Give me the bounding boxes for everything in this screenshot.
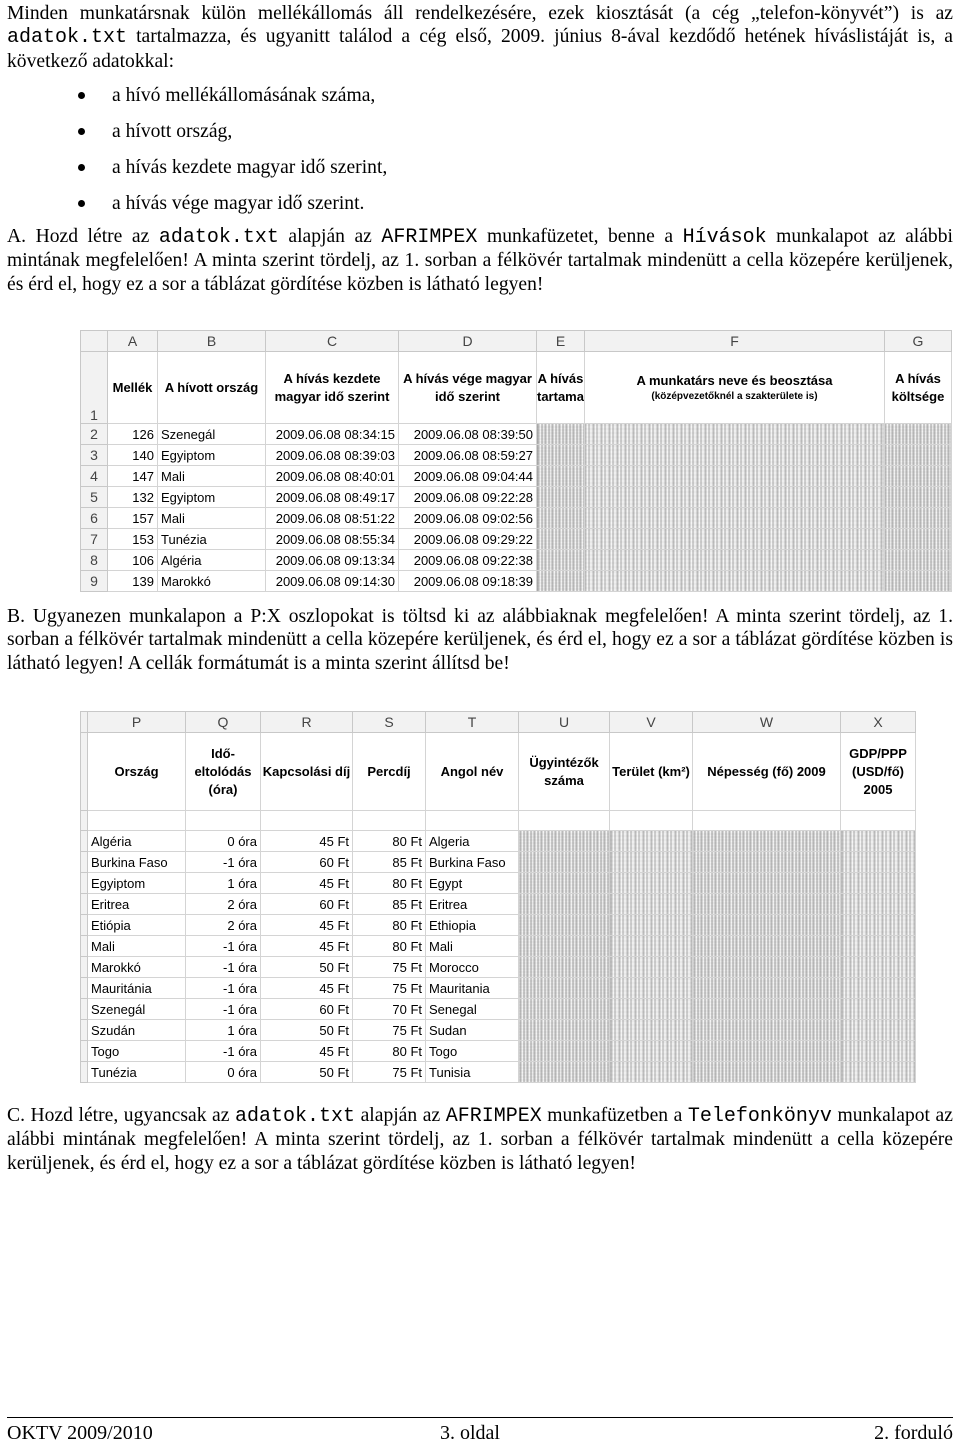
- cell-redacted[interactable]: [841, 1062, 916, 1083]
- row-header[interactable]: 9: [81, 571, 108, 592]
- cell-redacted[interactable]: [610, 873, 693, 894]
- column-header[interactable]: A: [108, 331, 158, 352]
- column-header[interactable]: Q: [186, 712, 261, 733]
- intro-text-2: tartalmazza, és ugyanitt találod a cég első, 2009. június 8-ával kezdődő hetének híváslistáját is, a következő adatokkal:: [7, 26, 953, 72]
- cell-redacted[interactable]: [884, 550, 951, 571]
- header-cell[interactable]: Ország: [88, 733, 186, 811]
- row-header: [81, 852, 88, 873]
- table-row: [81, 957, 916, 978]
- cell-time-offset[interactable]: 1 óra: [186, 873, 261, 894]
- cell-call-start[interactable]: 2009.06.08 09:14:30: [266, 571, 399, 592]
- cell-redacted[interactable]: [841, 894, 916, 915]
- select-all-corner[interactable]: [81, 331, 108, 352]
- header-cell[interactable]: Percdíj: [353, 733, 426, 811]
- cell-time-offset[interactable]: 0 óra: [186, 1062, 261, 1083]
- header-cell[interactable]: A hívott ország: [158, 352, 266, 424]
- cell-redacted[interactable]: [537, 445, 585, 466]
- cell-connection-fee[interactable]: 60 Ft: [261, 999, 353, 1020]
- cell-redacted[interactable]: [519, 1041, 610, 1062]
- cell-redacted[interactable]: [841, 873, 916, 894]
- cell-redacted[interactable]: [884, 529, 951, 550]
- list-item: a hívott ország,: [0, 116, 387, 152]
- cell-redacted[interactable]: [584, 529, 884, 550]
- task-a-workbook: AFRIMPEX: [381, 226, 478, 249]
- task-a-paragraph: A. Hozd létre az adatok.txt alapján az AFRIMPEX munkafüzetet, benne a Hívások munkalapot az alábbi mintának megfelelően! A minta szerint tördelj, az 1. sorban a félkövér tartalmak mindenütt a cella közepére kerüljenek, és érd el, hogy ez a sor a táblázat gördítése közben is látható legyen!: [7, 226, 953, 295]
- header-row: [81, 733, 916, 811]
- cell-time-offset[interactable]: -1 óra: [186, 936, 261, 957]
- cell-country[interactable]: Tunézia: [158, 529, 266, 550]
- row-header[interactable]: 3: [81, 445, 108, 466]
- cell-call-end[interactable]: 2009.06.08 09:22:38: [399, 550, 537, 571]
- cell-country[interactable]: Mali: [158, 466, 266, 487]
- cell-redacted[interactable]: [519, 915, 610, 936]
- table-row: [81, 445, 952, 466]
- cell-redacted[interactable]: [519, 1020, 610, 1041]
- cell-extension[interactable]: 106: [108, 550, 158, 571]
- table-row: [81, 1062, 916, 1083]
- cell-country[interactable]: Algéria: [88, 831, 186, 852]
- cell-extension[interactable]: 139: [108, 571, 158, 592]
- cell-per-minute-fee[interactable]: 85 Ft: [353, 894, 426, 915]
- cell-per-minute-fee[interactable]: 70 Ft: [353, 999, 426, 1020]
- header-cell[interactable]: A hívás vége magyar idő szerint: [399, 352, 537, 424]
- cell-call-start[interactable]: 2009.06.08 08:39:03: [266, 445, 399, 466]
- cell-redacted[interactable]: [584, 424, 884, 445]
- column-header-row: [81, 331, 952, 352]
- cell-extension[interactable]: 140: [108, 445, 158, 466]
- cell-redacted[interactable]: [841, 936, 916, 957]
- cell-country[interactable]: Egyiptom: [88, 873, 186, 894]
- row-header[interactable]: 7: [81, 529, 108, 550]
- cell-redacted[interactable]: [610, 831, 693, 852]
- table-row: [81, 915, 916, 936]
- cell-english-name[interactable]: Mauritania: [426, 978, 519, 999]
- header-cell[interactable]: Terület (km²): [610, 733, 693, 811]
- row-header[interactable]: 5: [81, 487, 108, 508]
- cell-per-minute-fee[interactable]: 80 Ft: [353, 915, 426, 936]
- column-header[interactable]: X: [841, 712, 916, 733]
- table-row: [81, 999, 916, 1020]
- row-header: [81, 733, 88, 811]
- header-cell[interactable]: A hívás költsége: [884, 352, 951, 424]
- cell-per-minute-fee[interactable]: 80 Ft: [353, 831, 426, 852]
- cell-english-name[interactable]: Eritrea: [426, 894, 519, 915]
- cell-redacted[interactable]: [841, 915, 916, 936]
- task-c-sheet: Telefonkönyv: [687, 1105, 832, 1128]
- cell-english-name[interactable]: Tunisia: [426, 1062, 519, 1083]
- task-c-paragraph: C. Hozd létre, ugyancsak az adatok.txt alapján az AFRIMPEX munkafüzetben a Telefonkönyv munkalapot az alábbi mintának megfelelően! A minta szerint tördelj, az 1. sorban a félkövér tartalmak mindenütt a cella közepére kerüljenek, és érd el, hogy ez a sor a táblázat gördítése közben is látható legyen!: [7, 1105, 953, 1174]
- cell-call-start[interactable]: 2009.06.08 09:13:34: [266, 550, 399, 571]
- cell-connection-fee[interactable]: 50 Ft: [261, 1020, 353, 1041]
- cell-redacted[interactable]: [610, 957, 693, 978]
- table-row: [81, 424, 952, 445]
- column-header-row: [81, 712, 916, 733]
- cell-redacted[interactable]: [519, 894, 610, 915]
- column-header[interactable]: U: [519, 712, 610, 733]
- cell-per-minute-fee[interactable]: 75 Ft: [353, 957, 426, 978]
- cell-country[interactable]: Burkina Faso: [88, 852, 186, 873]
- cell-redacted[interactable]: [693, 852, 841, 873]
- intro-paragraph: [7, 2, 953, 73]
- cell-extension[interactable]: 157: [108, 508, 158, 529]
- cell-country[interactable]: Szenegál: [88, 999, 186, 1020]
- cell-redacted[interactable]: [610, 1020, 693, 1041]
- bullet-icon: [78, 92, 85, 99]
- cell-redacted[interactable]: [584, 550, 884, 571]
- table-row: [81, 571, 952, 592]
- row-header-strip: [81, 712, 88, 733]
- cell-redacted[interactable]: [519, 873, 610, 894]
- cell-time-offset[interactable]: -1 óra: [186, 852, 261, 873]
- cell-redacted[interactable]: [610, 999, 693, 1020]
- list-item: a hívás kezdete magyar idő szerint,: [0, 152, 387, 188]
- cell-redacted[interactable]: [519, 978, 610, 999]
- cell-country[interactable]: Mali: [158, 508, 266, 529]
- cell-english-name[interactable]: Morocco: [426, 957, 519, 978]
- cell-country[interactable]: Algéria: [158, 550, 266, 571]
- table-row: [81, 831, 916, 852]
- cell-redacted[interactable]: [841, 852, 916, 873]
- cell-call-start[interactable]: 2009.06.08 08:40:01: [266, 466, 399, 487]
- row-header: [81, 915, 88, 936]
- cell-redacted[interactable]: [693, 915, 841, 936]
- cell-redacted[interactable]: [610, 1041, 693, 1062]
- row-header[interactable]: 8: [81, 550, 108, 571]
- cell-per-minute-fee[interactable]: 80 Ft: [353, 936, 426, 957]
- cell-connection-fee[interactable]: 45 Ft: [261, 1041, 353, 1062]
- row-header[interactable]: 2: [81, 424, 108, 445]
- cell-call-end[interactable]: 2009.06.08 09:18:39: [399, 571, 537, 592]
- footer-right: 2. forduló: [874, 1422, 953, 1444]
- cell-redacted[interactable]: [693, 873, 841, 894]
- cell-redacted[interactable]: [519, 936, 610, 957]
- cell-redacted[interactable]: [884, 487, 951, 508]
- header-cell[interactable]: Idő-eltolódás (óra): [186, 733, 261, 811]
- cell-redacted[interactable]: [693, 831, 841, 852]
- cell-time-offset[interactable]: 0 óra: [186, 831, 261, 852]
- cell-connection-fee[interactable]: 60 Ft: [261, 852, 353, 873]
- cell-per-minute-fee[interactable]: 75 Ft: [353, 1020, 426, 1041]
- cell-redacted[interactable]: [610, 1062, 693, 1083]
- cell-per-minute-fee[interactable]: 80 Ft: [353, 873, 426, 894]
- cell-call-end[interactable]: 2009.06.08 08:39:50: [399, 424, 537, 445]
- cell-redacted[interactable]: [884, 571, 951, 592]
- cell-redacted[interactable]: [841, 957, 916, 978]
- header-cell[interactable]: Angol név: [426, 733, 519, 811]
- cell-redacted[interactable]: [537, 529, 585, 550]
- row-header: [81, 873, 88, 894]
- cell-redacted[interactable]: [841, 831, 916, 852]
- cell-connection-fee[interactable]: 45 Ft: [261, 873, 353, 894]
- cell-redacted[interactable]: [610, 894, 693, 915]
- table-row: [81, 550, 952, 571]
- cell-redacted[interactable]: [584, 487, 884, 508]
- cell-redacted[interactable]: [519, 831, 610, 852]
- row-header: [81, 957, 88, 978]
- cell-country[interactable]: Egyiptom: [158, 487, 266, 508]
- table-row: [81, 852, 916, 873]
- cell-call-start[interactable]: 2009.06.08 08:51:22: [266, 508, 399, 529]
- column-header[interactable]: G: [884, 331, 951, 352]
- cell-call-end[interactable]: 2009.06.08 09:22:28: [399, 487, 537, 508]
- cell-redacted[interactable]: [584, 571, 884, 592]
- cell-redacted[interactable]: [693, 978, 841, 999]
- row-header: [81, 1020, 88, 1041]
- column-header[interactable]: B: [158, 331, 266, 352]
- cell-english-name[interactable]: Mali: [426, 936, 519, 957]
- cell-country[interactable]: Marokkó: [88, 957, 186, 978]
- table-row: [81, 978, 916, 999]
- task-b-paragraph: B. Ugyanezen munkalapon a P:X oszlopokat is töltsd ki az alábbiaknak megfelelően! A minta szerint tördelj, az 1. sorban a félkövér tartalmak mindenütt a cella közepére kerüljenek, és érd el, hogy ez a sor a táblázat gördítése közben is látható legyen! A cellák formátumát is a minta szerint állítsd be!: [7, 606, 953, 674]
- cell-redacted[interactable]: [584, 466, 884, 487]
- intro-file: adatok.txt: [7, 26, 128, 50]
- footer-page-number: 3. oldal: [440, 1422, 500, 1444]
- row-header[interactable]: 1: [81, 352, 108, 424]
- cell-redacted[interactable]: [693, 894, 841, 915]
- cell-per-minute-fee[interactable]: 80 Ft: [353, 1041, 426, 1062]
- footer-divider: [7, 1417, 953, 1418]
- cell-country[interactable]: Szenegál: [158, 424, 266, 445]
- cell-redacted[interactable]: [519, 1062, 610, 1083]
- sheet-orszagok: [80, 711, 916, 1083]
- column-header[interactable]: F: [584, 331, 884, 352]
- cell-redacted[interactable]: [584, 445, 884, 466]
- cell-call-end[interactable]: 2009.06.08 09:02:56: [399, 508, 537, 529]
- table-row: [81, 487, 952, 508]
- table-row: [81, 1041, 916, 1062]
- row-header: [81, 1062, 88, 1083]
- footer-left: OKTV 2009/2010: [7, 1422, 153, 1444]
- cell-connection-fee[interactable]: 50 Ft: [261, 1062, 353, 1083]
- cell-english-name[interactable]: Togo: [426, 1041, 519, 1062]
- cell-redacted[interactable]: [519, 852, 610, 873]
- cell-time-offset[interactable]: -1 óra: [186, 1041, 261, 1062]
- header-cell[interactable]: Ügyintézők száma: [519, 733, 610, 811]
- column-header[interactable]: W: [693, 712, 841, 733]
- cell-extension[interactable]: 126: [108, 424, 158, 445]
- row-header: [81, 936, 88, 957]
- spacer-row: [81, 811, 916, 831]
- row-header: [81, 999, 88, 1020]
- cell-call-end[interactable]: 2009.06.08 09:29:22: [399, 529, 537, 550]
- cell-redacted[interactable]: [693, 957, 841, 978]
- cell-redacted[interactable]: [693, 999, 841, 1020]
- cell-redacted[interactable]: [537, 487, 585, 508]
- cell-redacted[interactable]: [693, 1020, 841, 1041]
- header-cell[interactable]: Kapcsolási díj: [261, 733, 353, 811]
- cell-time-offset[interactable]: 2 óra: [186, 915, 261, 936]
- row-header: [81, 1041, 88, 1062]
- cell-call-start[interactable]: 2009.06.08 08:34:15: [266, 424, 399, 445]
- header-cell[interactable]: A hívás kezdete magyar idő szerint: [266, 352, 399, 424]
- header-cell[interactable]: GDP/PPP (USD/fő) 2005: [841, 733, 916, 811]
- cell-redacted[interactable]: [610, 978, 693, 999]
- cell-country[interactable]: Egyiptom: [158, 445, 266, 466]
- bullet-icon: [78, 200, 85, 207]
- column-header[interactable]: E: [537, 331, 585, 352]
- cell-redacted[interactable]: [884, 424, 951, 445]
- task-a-file: adatok.txt: [158, 226, 279, 249]
- column-header[interactable]: D: [399, 331, 537, 352]
- intro-text-1: Minden munkatársnak külön mellékállomás áll rendelkezésére, ezek kiosztását (a cég „telefon-könyvét”) is az: [7, 3, 953, 24]
- cell-english-name[interactable]: Burkina Faso: [426, 852, 519, 873]
- list-item: a hívó mellékállomásának száma,: [0, 80, 387, 116]
- bullet-icon: [78, 128, 85, 135]
- cell-connection-fee[interactable]: 50 Ft: [261, 957, 353, 978]
- task-a-sheet: Hívások: [682, 226, 767, 249]
- row-header[interactable]: 6: [81, 508, 108, 529]
- cell-english-name[interactable]: Sudan: [426, 1020, 519, 1041]
- cell-call-end[interactable]: 2009.06.08 09:04:44: [399, 466, 537, 487]
- cell-country[interactable]: Marokkó: [158, 571, 266, 592]
- header-cell[interactable]: A hívás tartama: [537, 352, 585, 424]
- cell-country[interactable]: Eritrea: [88, 894, 186, 915]
- cell-redacted[interactable]: [884, 508, 951, 529]
- cell-per-minute-fee[interactable]: 85 Ft: [353, 852, 426, 873]
- cell-redacted[interactable]: [584, 508, 884, 529]
- cell-country[interactable]: Mauritánia: [88, 978, 186, 999]
- cell-redacted[interactable]: [884, 445, 951, 466]
- cell-redacted[interactable]: [537, 424, 585, 445]
- list-item: a hívás vége magyar idő szerint.: [0, 188, 387, 224]
- column-header[interactable]: T: [426, 712, 519, 733]
- column-header[interactable]: C: [266, 331, 399, 352]
- cell-redacted[interactable]: [519, 999, 610, 1020]
- column-header[interactable]: S: [353, 712, 426, 733]
- table-row: [81, 936, 916, 957]
- cell-redacted[interactable]: [884, 466, 951, 487]
- header-cell[interactable]: Mellék: [108, 352, 158, 424]
- cell-connection-fee[interactable]: 45 Ft: [261, 915, 353, 936]
- cell-redacted[interactable]: [537, 508, 585, 529]
- cell-extension[interactable]: 153: [108, 529, 158, 550]
- cell-english-name[interactable]: Ethiopia: [426, 915, 519, 936]
- row-header: [81, 894, 88, 915]
- cell-country[interactable]: Mali: [88, 936, 186, 957]
- row-header: [81, 831, 88, 852]
- cell-connection-fee[interactable]: 45 Ft: [261, 831, 353, 852]
- table-row: [81, 894, 916, 915]
- cell-country[interactable]: Tunézia: [88, 1062, 186, 1083]
- cell-english-name[interactable]: Egypt: [426, 873, 519, 894]
- data-field-list: [0, 80, 387, 224]
- cell-redacted[interactable]: [841, 1020, 916, 1041]
- cell-english-name[interactable]: Algeria: [426, 831, 519, 852]
- cell-redacted[interactable]: [693, 1062, 841, 1083]
- cell-redacted[interactable]: [841, 999, 916, 1020]
- cell-per-minute-fee[interactable]: 75 Ft: [353, 978, 426, 999]
- cell-redacted[interactable]: [693, 1041, 841, 1062]
- cell-time-offset[interactable]: -1 óra: [186, 999, 261, 1020]
- column-header[interactable]: P: [88, 712, 186, 733]
- cell-extension[interactable]: 132: [108, 487, 158, 508]
- cell-connection-fee[interactable]: 45 Ft: [261, 936, 353, 957]
- table-row: [81, 873, 916, 894]
- table-row: [81, 508, 952, 529]
- bullet-icon: [78, 164, 85, 171]
- cell-time-offset[interactable]: -1 óra: [186, 957, 261, 978]
- row-header[interactable]: 4: [81, 466, 108, 487]
- header-cell-f[interactable]: A munkatárs neve és beosztása (középvezetőknél a szakterülete is): [584, 352, 884, 424]
- table-row: [81, 1020, 916, 1041]
- header-cell[interactable]: Népesség (fő) 2009: [693, 733, 841, 811]
- cell-time-offset[interactable]: 2 óra: [186, 894, 261, 915]
- sheet-hivasok: [80, 330, 952, 592]
- cell-redacted[interactable]: [519, 957, 610, 978]
- cell-call-start[interactable]: 2009.06.08 08:55:34: [266, 529, 399, 550]
- column-header[interactable]: V: [610, 712, 693, 733]
- cell-extension[interactable]: 147: [108, 466, 158, 487]
- task-c-workbook: AFRIMPEX: [445, 1105, 542, 1128]
- cell-call-start[interactable]: 2009.06.08 08:49:17: [266, 487, 399, 508]
- cell-redacted[interactable]: [841, 978, 916, 999]
- cell-country[interactable]: Etiópia: [88, 915, 186, 936]
- cell-redacted[interactable]: [537, 550, 585, 571]
- column-header[interactable]: R: [261, 712, 353, 733]
- cell-redacted[interactable]: [610, 852, 693, 873]
- cell-redacted[interactable]: [537, 571, 585, 592]
- table-row: [81, 466, 952, 487]
- cell-country[interactable]: Szudán: [88, 1020, 186, 1041]
- cell-connection-fee[interactable]: 60 Ft: [261, 894, 353, 915]
- cell-call-end[interactable]: 2009.06.08 08:59:27: [399, 445, 537, 466]
- cell-time-offset[interactable]: -1 óra: [186, 978, 261, 999]
- cell-country[interactable]: Togo: [88, 1041, 186, 1062]
- table-row: [81, 529, 952, 550]
- task-c-file: adatok.txt: [235, 1105, 356, 1128]
- row-header: [81, 978, 88, 999]
- header-row: [81, 352, 952, 424]
- cell-time-offset[interactable]: 1 óra: [186, 1020, 261, 1041]
- cell-english-name[interactable]: Senegal: [426, 999, 519, 1020]
- cell-redacted[interactable]: [841, 1041, 916, 1062]
- cell-redacted[interactable]: [693, 936, 841, 957]
- cell-per-minute-fee[interactable]: 75 Ft: [353, 1062, 426, 1083]
- cell-connection-fee[interactable]: 45 Ft: [261, 978, 353, 999]
- cell-redacted[interactable]: [610, 936, 693, 957]
- cell-redacted[interactable]: [537, 466, 585, 487]
- cell-redacted[interactable]: [610, 915, 693, 936]
